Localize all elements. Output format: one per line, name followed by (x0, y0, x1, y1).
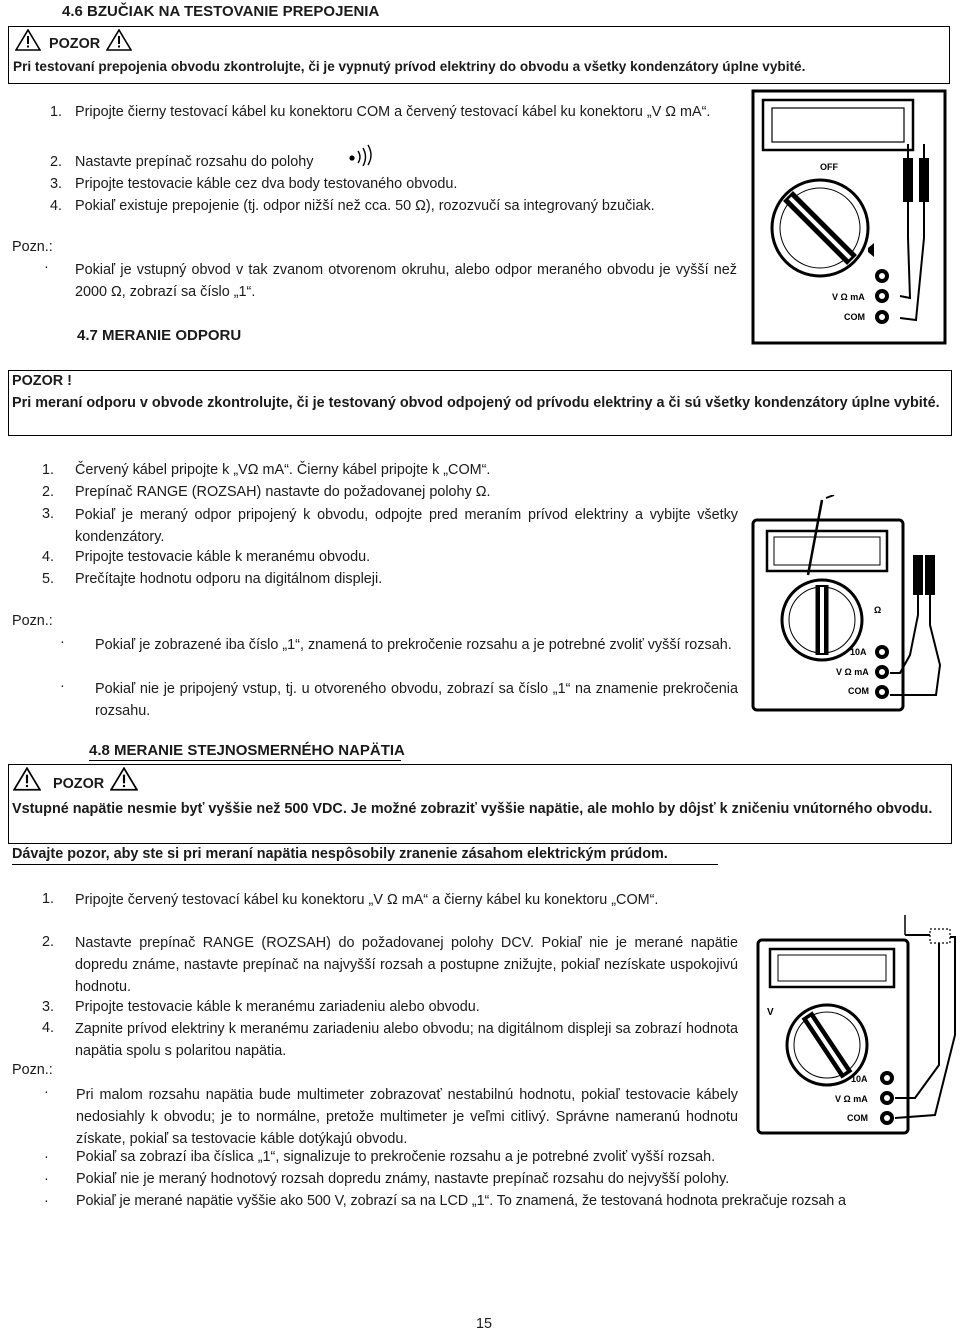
warning-header (15, 29, 132, 52)
warning-text-2: Dávajte pozor, aby ste si pri meraní napätia nespôsobily zranenie zásahom elektrickým prúdom. (12, 846, 668, 862)
ohm-label: Ω (874, 605, 882, 615)
list-text: Zapnite prívod elektriny k meranému zariadeniu alebo obvodu; na digitálnom displeji sa zobrazí hodnota napätia spolu s polaritou napätia. (75, 1021, 738, 1059)
warning-box-4-7 (8, 370, 952, 436)
v-ohm-ma-label: V Ω mA (832, 292, 865, 302)
warning-triangle-icon (110, 767, 138, 791)
bullet: · (44, 259, 49, 275)
list-text: Pripojte testovacie káble k meranému zariadeniu alebo obvodu. (75, 999, 480, 1015)
warning-label: POZOR ! (12, 373, 72, 389)
heading-underline (89, 760, 401, 761)
list-number: 4. (41, 549, 54, 565)
warning-label: POZOR (49, 36, 101, 52)
list-number: 3. (41, 999, 54, 1015)
warning-text: Vstupné napätie nesmie byť vyššie než 500 VDC. Je možné zobraziť vyššie napätie, ale mohlo by dôjsť k zničeniu vnútorného obvodu. (12, 801, 933, 817)
multimeter-figure-3 (755, 915, 960, 1140)
list-number: 4. (49, 198, 62, 214)
warning-label: POZOR (53, 776, 105, 792)
list-text: Nastavte prepínač rozsahu do polohy (75, 154, 314, 170)
10a-label: 10A (850, 647, 867, 657)
list-number: 3. (49, 176, 62, 192)
warning-text: Pri meraní odporu v obvode zkontrolujte, či je testovaný obvod odpojený od prívodu elektriny a či sú všetky kondenzátory úplne vybité. (12, 395, 940, 411)
bullet: · (44, 1084, 49, 1100)
warning-box-4-8 (8, 764, 952, 844)
section-4-6-heading: 4.6 BZUČIAK NA TESTOVANIE PREPOJENIA (62, 3, 380, 20)
list-number: 3. (41, 506, 54, 522)
list-number: 1. (41, 891, 54, 907)
warning-text: Pri testovaní prepojenia obvodu zkontrolujte, či je vypnutý prívod elektriny do obvodu a všetky kondenzátory úplne vybité. (13, 59, 806, 74)
v-label: V (767, 1007, 774, 1018)
off-label: OFF (820, 162, 838, 172)
warning-underline (12, 864, 718, 865)
com-label: COM (844, 312, 865, 322)
list-text: Prepínač RANGE (ROZSAH) nastavte do požadovanej polohy Ω. (75, 484, 491, 500)
list-text: Pripojte čierny testovací kábel ku konektoru COM a červený testovací kábel ku konektoru „V Ω mA“. (75, 104, 711, 120)
list-number: 5. (41, 571, 54, 587)
page-number: 15 (476, 1316, 493, 1332)
list-text: Pripojte testovacie káble cez dva body testovaného obvodu. (75, 176, 458, 192)
warning-triangle-icon (106, 29, 132, 51)
section-4-7-heading: 4.7 MERANIE ODPORU (77, 327, 242, 344)
warning-triangle-icon (13, 767, 41, 791)
note-label: Pozn.: (12, 613, 53, 629)
warning-triangle-icon (15, 29, 41, 51)
list-text: Pripojte červený testovací kábel ku konektoru „V Ω mA“ a čierny kábel ku konektoru „COM“. (75, 892, 659, 908)
bullet: · (44, 1149, 49, 1165)
list-number: 2. (41, 934, 54, 950)
list-number: 1. (49, 104, 62, 120)
list-text: Prečítajte hodnotu odporu na digitálnom displeji. (75, 571, 383, 587)
warning-header (13, 767, 138, 792)
note-text: Pokiaľ je merané napätie vyššie ako 500 V, zobrazí sa na LCD „1“. To znamená, že testovaná hodnota prekračuje rozsah a (76, 1193, 846, 1209)
v-ohm-ma-label: V Ω mA (835, 1094, 868, 1104)
bullet: · (44, 1193, 49, 1209)
list-number: 2. (49, 154, 62, 170)
list-text: Červený kábel pripojte k „VΩ mA“. Čierny kábel pripojte k „COM“. (75, 462, 491, 478)
section-4-8-heading: 4.8 MERANIE STEJNOSMERNÉHO NAPÄTIA (89, 742, 405, 759)
com-label: COM (848, 686, 869, 696)
10a-label: 10A (851, 1074, 868, 1084)
multimeter-figure-2 (750, 495, 960, 715)
note-text: Pokiaľ nie je pripojený vstup, tj. u otvoreného obvodu, zobrazí sa číslo „1“ na znamenie prekročenia rozsahu. (95, 681, 738, 719)
list-number: 4. (41, 1020, 54, 1036)
note-text: Pokiaľ je zobrazené iba číslo „1“, znamená to prekročenie rozsahu a je potrebné zvoliť vyšší rozsah. (95, 637, 732, 653)
multimeter-figure-1 (750, 88, 950, 350)
note-label: Pozn.: (12, 1062, 53, 1078)
v-ohm-ma-label: V Ω mA (836, 667, 869, 677)
note-text: Pri malom rozsahu napätia bude multimeter zobrazovať nestabilnú hodnotu, pokiaľ testovacie kábely nedosiahly k obvodu; je to normálne, pretože multimeter je veľmi citlivý. Správne nameranú hodnotu získate, pokiaľ sa testovacie káble dotýkajú obvodu. (76, 1087, 738, 1147)
list-text: Pripojte testovacie káble k meranému obvodu. (75, 549, 371, 565)
bullet: · (44, 1171, 49, 1187)
list-number: 2. (41, 484, 54, 500)
list-number: 1. (41, 462, 54, 478)
list-text: Pokiaľ je meraný odpor pripojený k obvodu, odpojte pred meraním prívod elektriny a vybijte všetky kondenzátory. (75, 507, 738, 545)
com-label: COM (847, 1113, 868, 1123)
note-label: Pozn.: (12, 239, 53, 255)
note-text: Pokiaľ sa zobrazí iba číslica „1“, signalizuje to prekročenie rozsahu a je potrebné zvoliť vyšší rozsah. (76, 1149, 716, 1165)
bullet: · (60, 678, 65, 694)
bullet: · (60, 634, 65, 650)
list-text: Pokiaľ existuje prepojenie (tj. odpor nižší než cca. 50 Ω), rozozvučí sa integrovaný bzučiak. (75, 198, 655, 214)
note-text: Pokiaľ je vstupný obvod v tak zvanom otvorenom okruhu, alebo odpor meraného obvodu je vyšší než 2000 Ω, zobrazí sa číslo „1“. (75, 262, 737, 300)
list-text: Nastavte prepínač RANGE (ROZSAH) do požadovanej polohy DCV. Pokiaľ nie je merané napätie dopredu známe, nastavte prepínač na najvyšší rozsah a postupne znižujte, pokiaľ nezískate uspokojivú hodnotu. (75, 935, 738, 995)
warning-box-4-6 (8, 26, 950, 84)
buzzer-sound-icon (348, 144, 378, 166)
note-text: Pokiaľ nie je meraný hodnotový rozsah dopredu známy, nastavte prepínač rozsahu do nejvyšší polohy. (76, 1171, 730, 1187)
